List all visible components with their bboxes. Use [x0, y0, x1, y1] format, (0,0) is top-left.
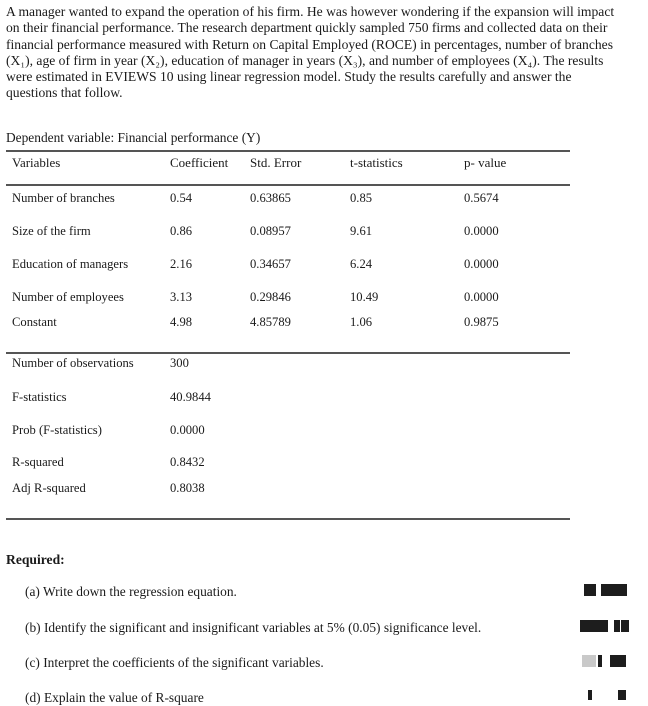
header-std-error: Std. Error — [250, 155, 302, 170]
table-caption: Dependent variable: Financial performance (Y) — [6, 130, 261, 145]
header-coefficient: Coefficient — [170, 155, 229, 170]
row-t-statistics: 10.49 — [350, 290, 379, 304]
stat-value: 0.8038 — [170, 481, 205, 495]
intro-line: on their financial performance. The research department quickly sampled 750 firms and collected data on their — [6, 20, 608, 36]
stat-label: Number of observations — [12, 356, 134, 370]
stat-value: 40.9844 — [170, 390, 211, 404]
intro-line: were estimated in EVIEWS 10 using linear regression model. Study the results carefully and answer the — [6, 69, 572, 85]
row-variable: Size of the firm — [12, 224, 91, 238]
stat-label: Adj R-squared — [12, 481, 86, 495]
stat-label: F-statistics — [12, 390, 67, 404]
row-variable: Constant — [12, 315, 57, 329]
redaction-mark — [588, 690, 628, 700]
question-intro — [6, 4, 646, 102]
stat-value: 0.8432 — [170, 455, 205, 469]
row-coefficient: 0.54 — [170, 191, 193, 205]
stats-top-rule — [6, 352, 570, 354]
redaction-mark — [580, 620, 630, 634]
intro-line: questions that follow. — [6, 85, 123, 101]
row-t-statistics: 1.06 — [350, 315, 373, 329]
intro-line: financial performance measured with Return on Capital Employed (ROCE) in percentages, number of branches — [6, 36, 613, 52]
required-heading: Required: — [6, 552, 65, 567]
row-coefficient: 4.98 — [170, 315, 193, 329]
row-std-error: 0.08957 — [250, 224, 291, 238]
redaction-mark — [582, 655, 628, 669]
row-std-error: 0.34657 — [250, 257, 291, 271]
intro-line: A manager wanted to expand the operation of his firm. He was however wondering if the expansion will impact — [6, 4, 615, 19]
row-t-statistics: 0.85 — [350, 191, 373, 205]
row-coefficient: 0.86 — [170, 224, 193, 238]
required-item: (a) Write down the regression equation. — [25, 584, 237, 599]
stat-label: Prob (F-statistics) — [12, 423, 102, 437]
required-item: (d) Explain the value of R-square — [25, 690, 204, 705]
table-top-rule — [6, 150, 570, 152]
row-p-value: 0.0000 — [464, 224, 499, 238]
row-p-value: 0.0000 — [464, 257, 499, 271]
intro-line: (X₁), age of firm in year (X₂), education of manager in years (X₃), and number of employees (X₄). The results — [6, 52, 604, 68]
header-t-statistics: t-statistics — [350, 155, 403, 170]
row-coefficient: 3.13 — [170, 290, 193, 304]
stat-value: 300 — [170, 356, 189, 370]
header-bottom-rule — [6, 184, 570, 186]
row-p-value: 0.0000 — [464, 290, 499, 304]
row-variable: Education of managers — [12, 257, 129, 271]
header-variables: Variables — [12, 155, 61, 170]
required-item: (b) Identify the significant and insignificant variables at 5% (0.05) significance level. — [25, 620, 482, 635]
row-p-value: 0.5674 — [464, 191, 499, 205]
table-bottom-rule — [6, 518, 570, 520]
row-p-value: 0.9875 — [464, 315, 499, 329]
row-std-error: 0.63865 — [250, 191, 291, 205]
row-t-statistics: 9.61 — [350, 224, 373, 238]
row-t-statistics: 6.24 — [350, 257, 373, 271]
row-variable: Number of employees — [12, 290, 124, 304]
row-variable: Number of branches — [12, 191, 115, 205]
stat-value: 0.0000 — [170, 423, 205, 437]
row-std-error: 4.85789 — [250, 315, 291, 329]
redaction-mark — [584, 584, 628, 598]
stat-label: R-squared — [12, 455, 64, 469]
required-item: (c) Interpret the coefficients of the significant variables. — [25, 655, 324, 670]
header-p-value: p- value — [464, 155, 507, 170]
row-std-error: 0.29846 — [250, 290, 291, 304]
row-coefficient: 2.16 — [170, 257, 193, 271]
